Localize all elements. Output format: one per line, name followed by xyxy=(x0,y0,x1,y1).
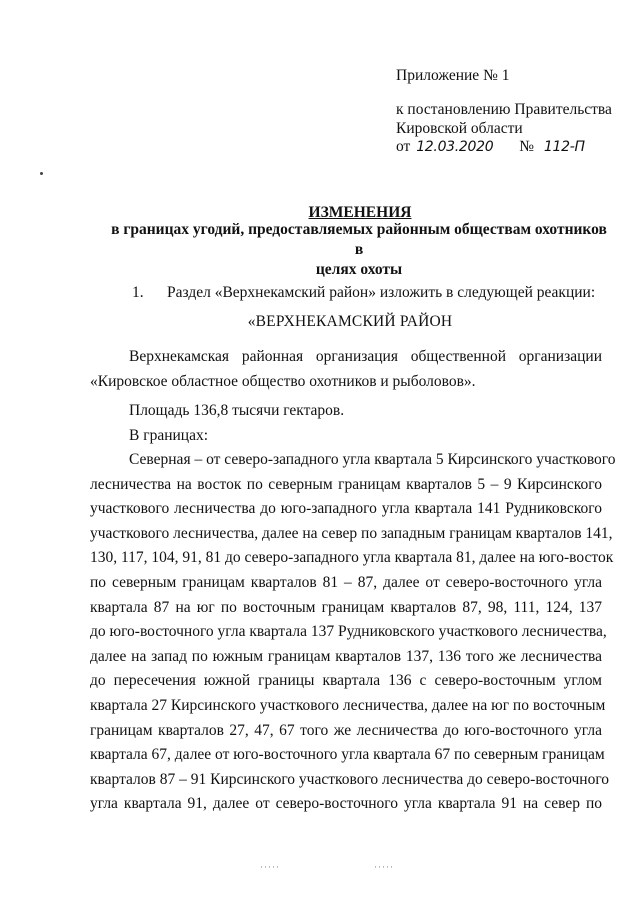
text-line: до юго-восточного угла квартала 137 Рудниковского участкового лесничества, xyxy=(90,623,607,641)
text-line: границам кварталов 27, 47, 67 того же лесничества до юго-восточного угла xyxy=(90,721,602,739)
text-line: лесничества на восток по северным границам кварталов 5 – 9 Кирсинского xyxy=(90,475,602,493)
boundary-description xyxy=(90,448,616,817)
footer-mark: ····· xyxy=(374,862,394,872)
text-line: по северным границам кварталов 81 – 87, далее от северо-восточного угла xyxy=(90,573,602,591)
section-title: «ВЕРХНЕКАМСКИЙ РАЙОН xyxy=(247,313,453,330)
text-line: квартала 67, далее от юго-восточного угла квартала 67 по северным границам xyxy=(90,746,605,764)
area-paragraph: Площадь 136,8 тысячи гектаров. xyxy=(129,402,345,419)
text-line: участкового лесничества до юго-западного угла квартала 141 Рудниковского xyxy=(90,500,602,518)
date-prefix: от xyxy=(396,138,411,155)
text-line: «Кировское областное общество охотников и рыболовов». xyxy=(90,373,476,390)
document-title: ИЗМЕНЕНИЯ xyxy=(308,204,412,221)
decree-line: к постановлению Правительства xyxy=(396,101,612,118)
text-line: Верхнекамская районная организация общественной организации xyxy=(129,348,602,365)
text-line: кварталов 87 – 91 Кирсинского участкового лесничества до северо-восточного xyxy=(90,770,610,788)
decree-date-number xyxy=(396,138,612,157)
bounds-label: В границах: xyxy=(129,427,209,444)
text-line: угла квартала 91, далее от северо-восточного угла квартала 91 на север по xyxy=(90,795,602,813)
subtitle-line: целях охоты xyxy=(315,261,403,278)
subtitle-line: в границах угодий, предоставляемых районным обществам охотников в xyxy=(111,221,607,258)
organization-paragraph xyxy=(90,344,602,394)
number-prefix: № xyxy=(519,138,535,155)
decree-reference xyxy=(396,101,612,157)
handwritten-date: 12.03.2020 xyxy=(416,139,494,155)
item-text: Раздел «Верхнекамский район» изложить в следующей реакции: xyxy=(167,284,596,301)
list-item xyxy=(132,283,595,303)
text-line: квартала 27 Кирсинского участкового лесничества, далее на юг по восточным xyxy=(90,696,606,714)
text-line: до пересечения южной границы квартала 136 с северо-восточным углом xyxy=(90,672,602,690)
item-number: 1. xyxy=(132,284,144,301)
scan-speck xyxy=(40,172,43,175)
text-line: квартала 87 на юг по восточным границам кварталов 87, 98, 111, 124, 137 xyxy=(90,598,602,616)
decree-line: Кировской области xyxy=(396,119,523,137)
text-line: участкового лесничества, далее на север по западным границам кварталов 141, xyxy=(90,524,613,542)
footer-mark: ····· xyxy=(260,862,280,872)
document-subtitle xyxy=(108,220,610,280)
text-line: 130, 117, 104, 91, 81 до северо-западного угла квартала 81, далее на юго-восток xyxy=(90,549,614,567)
text-line: Северная – от северо-западного угла квартала 5 Кирсинского участкового xyxy=(129,451,616,468)
handwritten-number: 112-П xyxy=(543,139,585,155)
appendix-label: Приложение № 1 xyxy=(396,67,510,84)
text-line: далее на запад по южным границам кварталов 137, 136 того же лесничества xyxy=(90,647,602,665)
